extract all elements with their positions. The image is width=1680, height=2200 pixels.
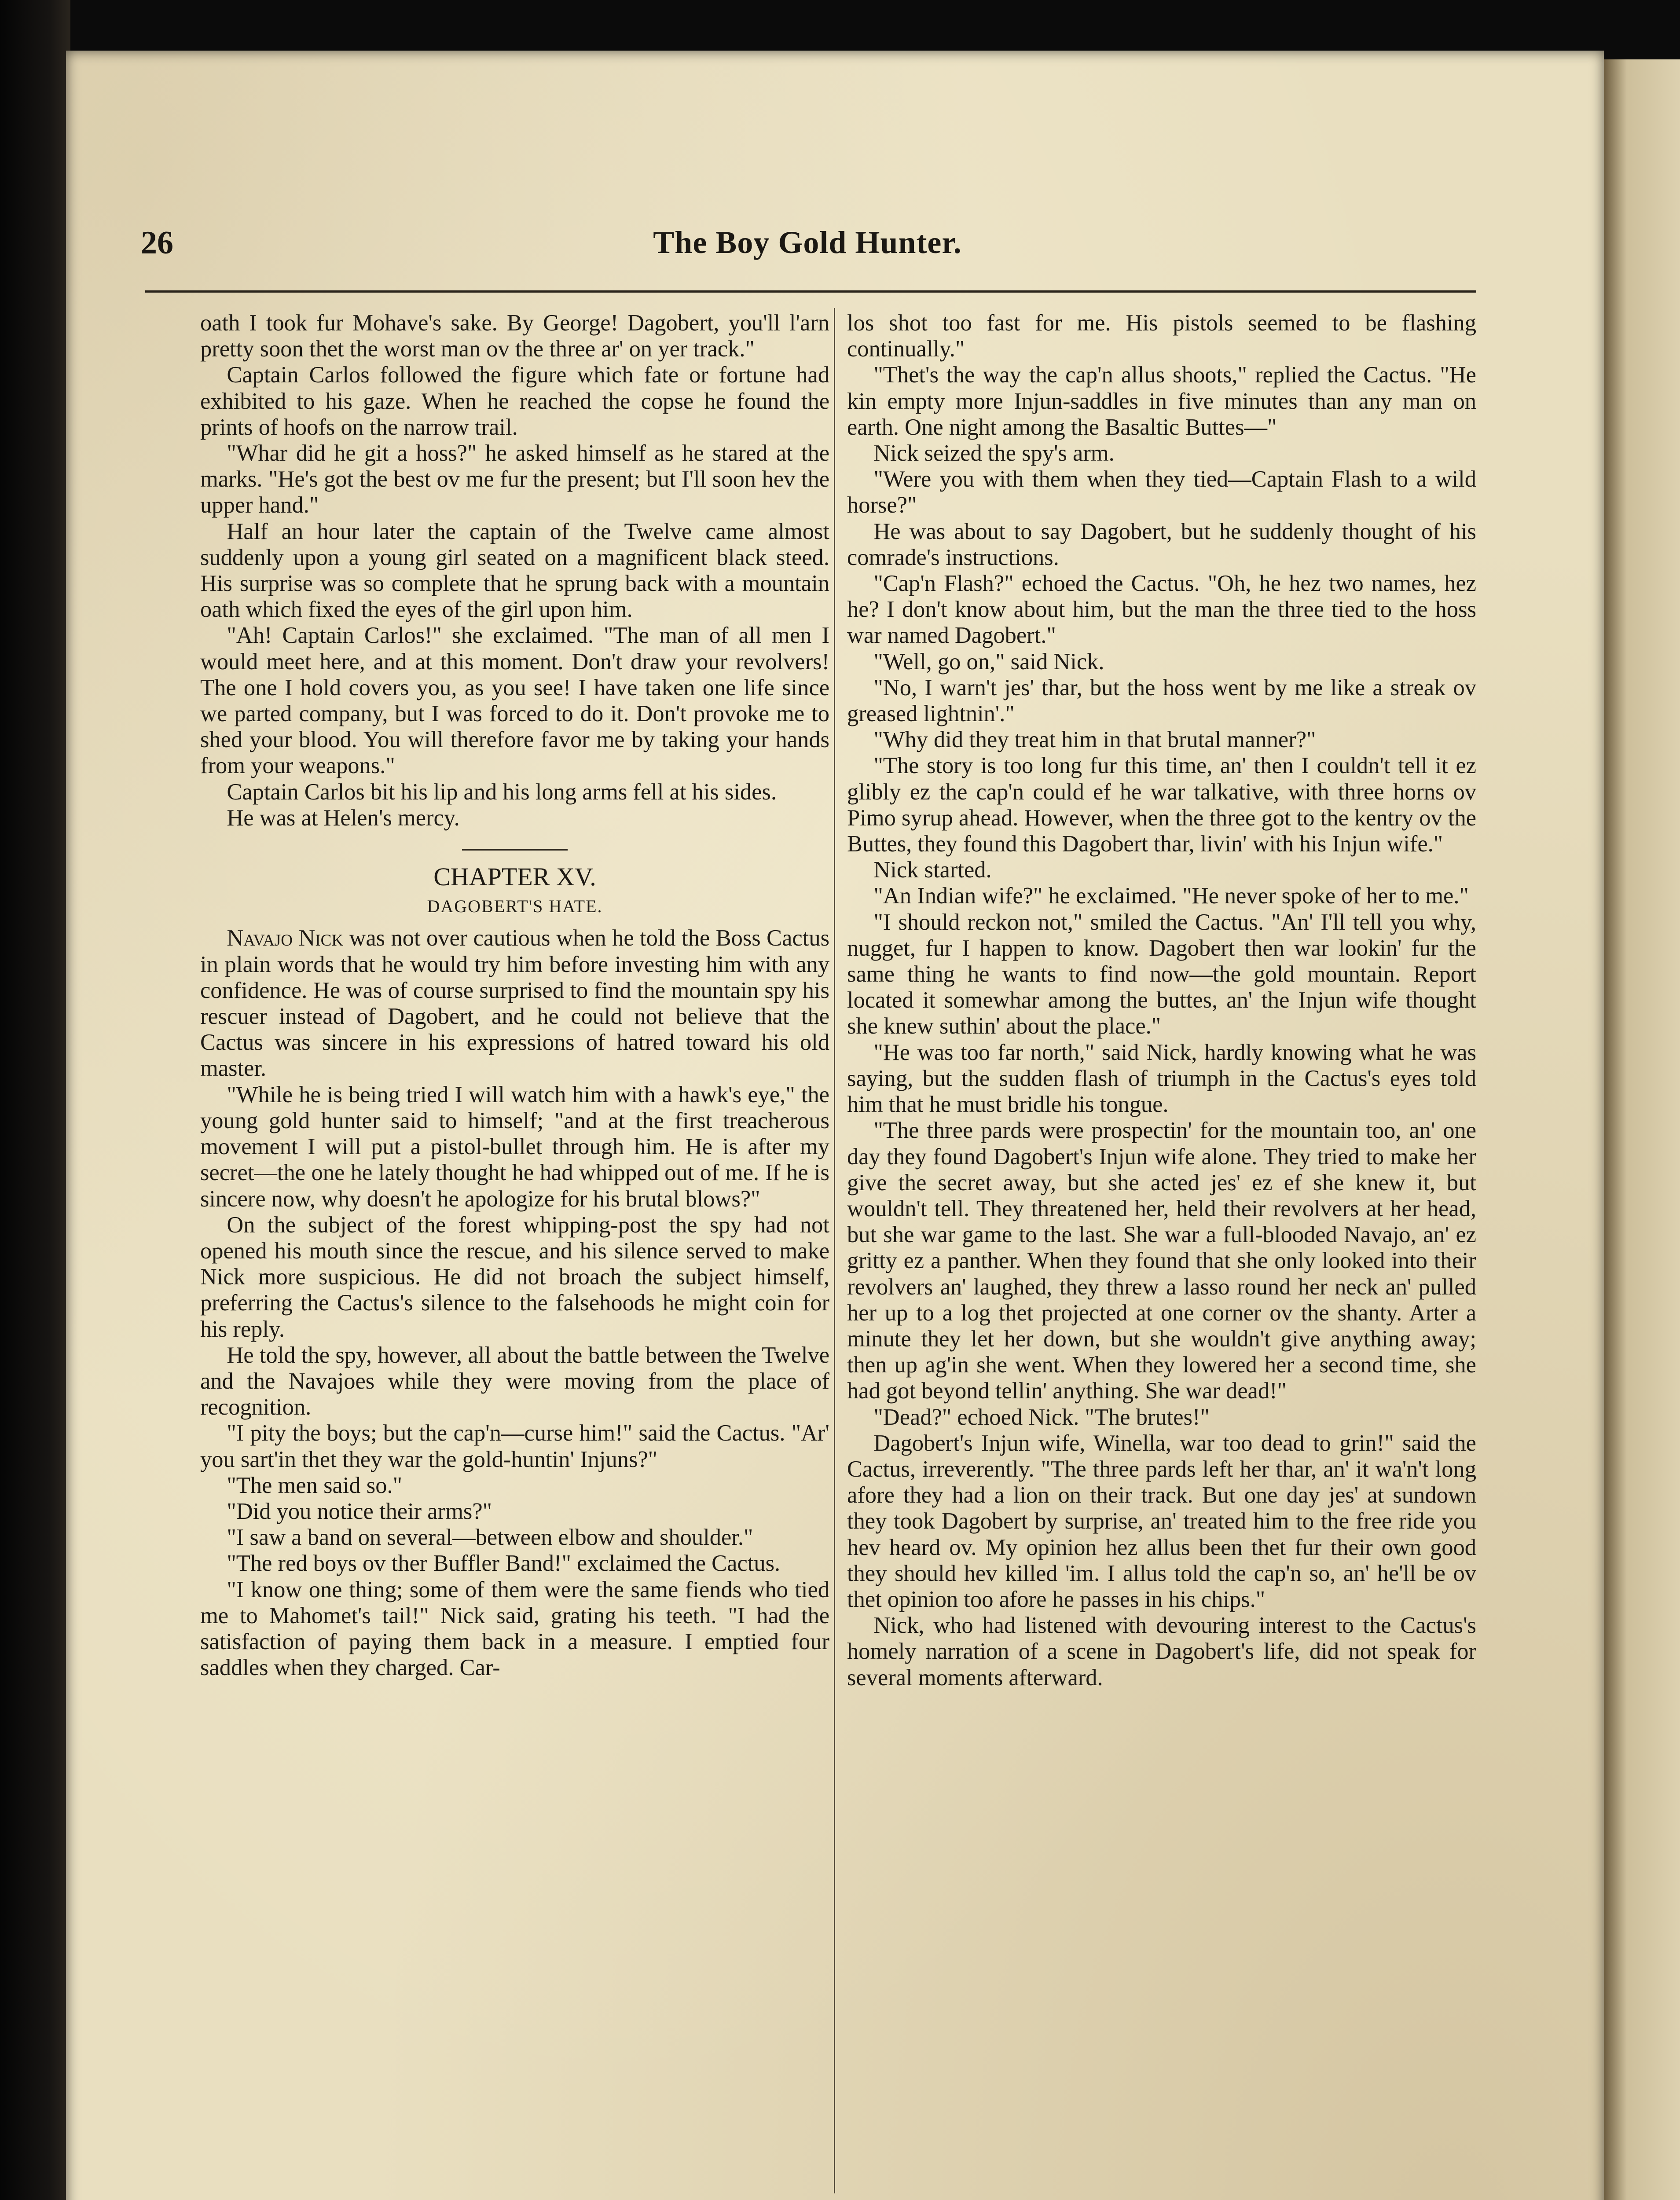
paragraph: "The red boys ov ther Buffler Band!" exclaimed the Cactus. [227, 1551, 781, 1577]
chapter-opening-paragraph [200, 925, 829, 1082]
paragraph: Half an hour later the captain of the Twelve came almost suddenly upon a young girl seated on a magnificent black steed. His surprise was so complete that he sprung back with a mountain oath which fixed the eyes of the girl upon him. [200, 518, 829, 623]
chapter-rule [462, 849, 568, 851]
paragraph: "I pity the boys; but the cap'n—curse him!" said the Cactus. "Ar' you sart'in thet they war the gold-huntin' Injuns?" [200, 1420, 829, 1472]
paragraph: "No, I warn't jes' thar, but the hoss went by me like a streak ov greased lightnin'." [847, 675, 1476, 727]
paragraph: He was at Helen's mercy. [227, 805, 460, 831]
paragraph: "Why did they treat him in that brutal manner?" [873, 727, 1316, 753]
paragraph: los shot too fast for me. His pistols seemed to be flashing continually." [847, 310, 1476, 362]
paragraph: "While he is being tried I will watch him with a hawk's eye," the young gold hunter said to himself; "and at the first treacherous movement I will put a pistol-bullet through him. He is after my secret—the one he lately thought he had whipped out of me. If he is sincere now, why doesn't he apologize for his brutal blows?" [200, 1082, 829, 1212]
book-binding-shadow [0, 0, 70, 2200]
book-title: The Boy Gold Hunter. [653, 225, 962, 260]
paragraph: "Whar did he git a hoss?" he asked himself as he stared at the marks. "He's got the best ov me fur the present; but I'll soon hev the upper hand." [200, 440, 829, 518]
paragraph: Dagobert's Injun wife, Winella, war too dead to grin!" said the Cactus, irreverently. "The three pards left her thar, an' it wa'n't long afore they had a lion on their track. But one day jes' at sundown they took Dagobert by surprise, an' treated him to the free ride you hev heard ov. My opinion hez allus been thet fur their own good they should hev killed 'im. I allus told the cap'n so, an' he'll be ov thet opinion too afore he passes in his chips." [847, 1430, 1476, 1612]
chapter-title: CHAPTER XV. [433, 862, 596, 891]
right-column [847, 310, 1476, 1691]
paragraph: He was about to say Dagobert, but he suddenly thought of his comrade's instructions. [847, 518, 1476, 570]
paragraph: Nick seized the spy's arm. [873, 440, 1115, 466]
paragraph: Nick, who had listened with devouring interest to the Cactus's homely narration of a scene in Dagobert's life, did not speak for several moments afterward. [847, 1613, 1476, 1690]
paragraph: oath I took fur Mohave's sake. By George! Dagobert, you'll l'arn pretty soon thet the worst man ov the three ar' on yer track." [200, 310, 829, 362]
chapter-subtitle: DAGOBERT'S HATE. [427, 896, 603, 917]
paragraph: "Dead?" echoed Nick. "The brutes!" [873, 1404, 1210, 1430]
running-head [141, 224, 1474, 282]
paragraph: "I know one thing; some of them were the same fiends who tied me to Mahomet's tail!" Nick said, grating his teeth. "I had the satisfaction of paying them back in a measure. I emptied four saddles when they charged. Car- [200, 1577, 829, 1681]
header-rule [145, 290, 1476, 293]
paragraph: "I should reckon not," smiled the Cactus. "An' I'll tell you why, nugget, fur I happen to know. Dagobert then war lookin' fur the same thing he wants to find now—the gold mountain. Report located it somewhar among the buttes, an' the Injun wife thought she knew suthin' about the place." [847, 909, 1476, 1039]
paragraph: "Thet's the way the cap'n allus shoots," replied the Cactus. "He kin empty more Injun-saddles in five minutes than any man on earth. One night among the Basaltic Buttes—" [847, 362, 1476, 440]
paragraph: "An Indian wife?" he exclaimed. "He never spoke of her to me." [873, 883, 1469, 909]
paragraph: Nick started. [873, 857, 992, 883]
paragraph: "Well, go on," said Nick. [873, 649, 1104, 675]
paragraph: "Did you notice their arms?" [227, 1498, 492, 1524]
chapter-opening-text: was not over cautious when he told the Boss Cactus in plain words that he would try him before investing him with any confidence. He was of course surprised to find the mountain spy his rescuer instead of Dagobert, and he could not believe that the Cactus was sincere in his expressions of hatred toward his old master. [200, 925, 829, 1082]
page-number: 26 [141, 225, 173, 261]
paragraph: "I saw a band on several—between elbow and shoulder." [227, 1525, 753, 1551]
paragraph: On the subject of the forest whipping-post the spy had not opened his mouth since the rescue, and his silence served to make Nick more suspicious. He did not broach the subject himself, preferring the Cactus's silence to the falsehoods he might coin for his reply. [200, 1212, 829, 1342]
paragraph: Captain Carlos bit his lip and his long arms fell at his sides. [227, 779, 777, 805]
paragraph: Captain Carlos followed the figure which fate or fortune had exhibited to his gaze. When he reached the copse he found the prints of hoofs on the narrow trail. [200, 362, 829, 440]
column-divider [834, 308, 835, 2193]
left-column [200, 310, 829, 1681]
paragraph: "Were you with them when they tied—Captain Flash to a wild horse?" [847, 466, 1476, 518]
paragraph: He told the spy, however, all about the battle between the Twelve and the Navajoes while they were moving from the place of recognition. [200, 1342, 829, 1420]
paragraph: "Ah! Captain Carlos!" she exclaimed. "The man of all men I would meet here, and at this moment. Don't draw your revolvers! The one I hold covers you, as you see! I have taken one life since we parted company, but I was forced to do it. Don't provoke me to shed your blood. You will therefore favor me by taking your hands from your weapons." [200, 623, 829, 779]
paragraph: "Cap'n Flash?" echoed the Cactus. "Oh, he hez two names, hez he? I don't know about him, but the man the three tied to the hoss war named Dagobert." [847, 571, 1476, 649]
paragraph: "The story is too long fur this time, an' then I couldn't tell it ez glibly ez the cap'n could ef he war talkative, with three horns ov Pimo syrup ahead. However, when the three got to the kentry ov the Buttes, they found this Dagobert thar, livin' with his Injun wife." [847, 753, 1476, 857]
chapter-opening-name: Navajo Nick [227, 925, 344, 951]
paragraph: "The men said so." [227, 1472, 402, 1498]
paragraph: "The three pards were prospectin' for the mountain too, an' one day they found Dagobert's Injun wife alone. They tried to make her give the secret away, but she acted jes' ez ef she knew it, but wouldn't tell. They threatened her, held their revolvers at her head, but she war game to the last. She war a full-blooded Navajo, an' ez gritty ez a panther. When they found that she only looked into their revolvers an' laughed, they threw a lasso round her neck an' pulled her up to a log thet projected at one corner ov the shanty. Arter a minute they let her down, but she wouldn't give anything away; then up ag'in she went. When they lowered her a second time, she had got beyond tellin' anything. She war dead!" [847, 1118, 1476, 1404]
paragraph: "He was too far north," said Nick, hardly knowing what he was saying, but the sudden flash of triumph in the Cactus's eyes told him that he must bridle his tongue. [847, 1039, 1476, 1118]
facing-page-edge [1604, 59, 1680, 2200]
